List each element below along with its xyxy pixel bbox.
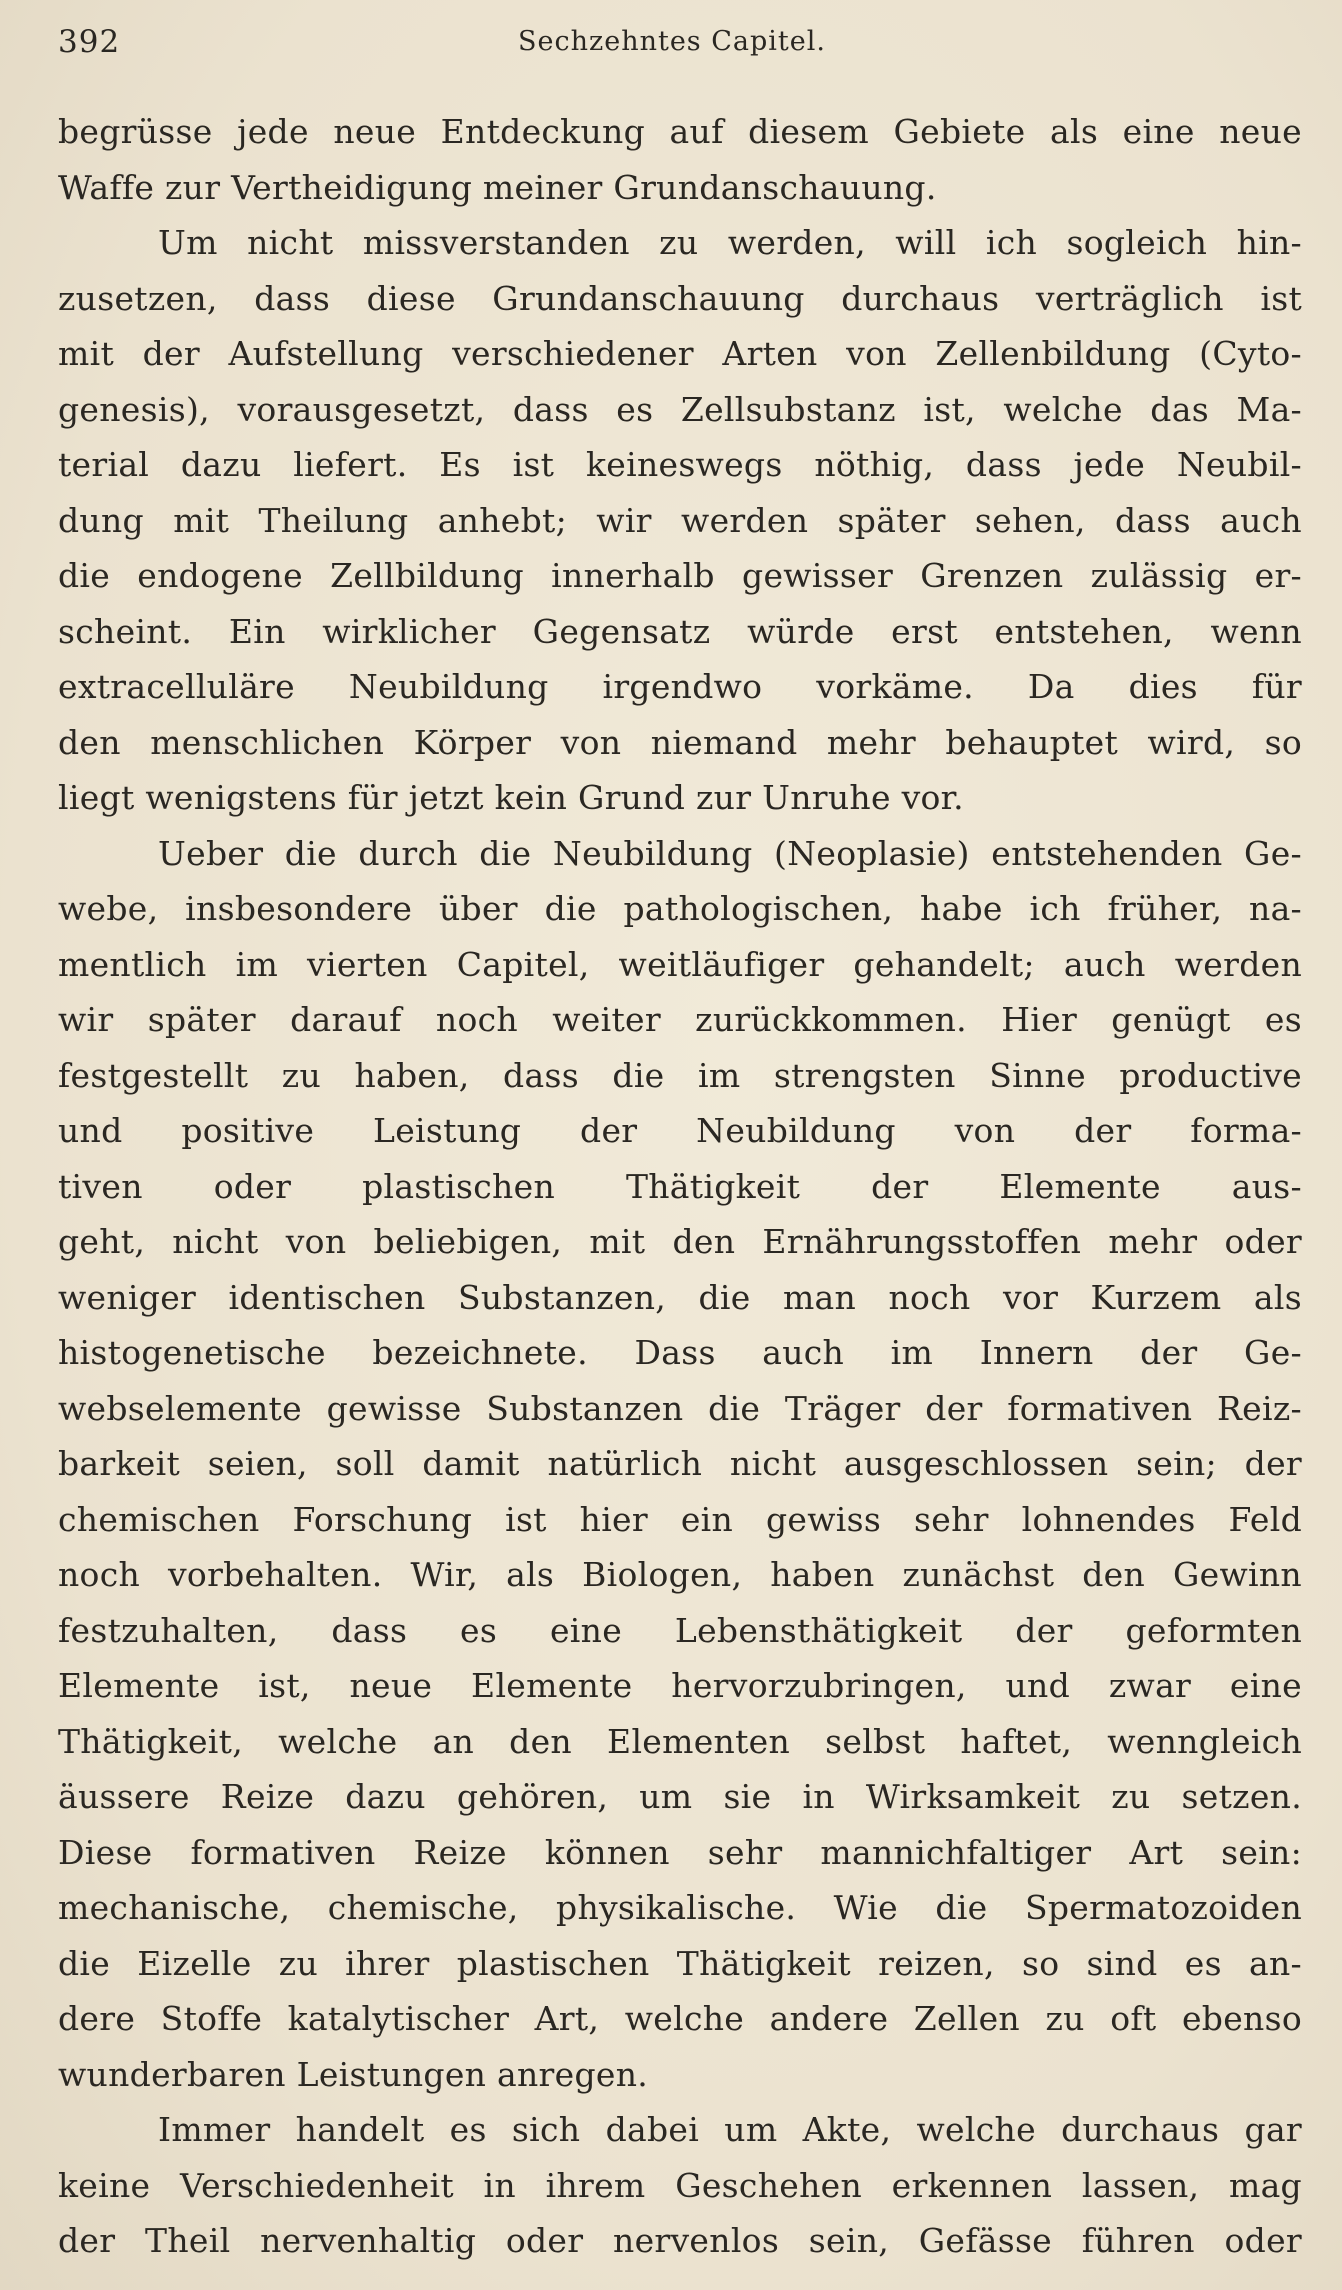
text-line: Thätigkeit, welche an den Elementen selbst haftet, wenngleich: [58, 1721, 1302, 1761]
text-line: Waffe zur Vertheidigung meiner Grundanschauung.: [58, 167, 937, 207]
text-line: geht, nicht von beliebigen, mit den Ernährungsstoffen mehr oder: [58, 1222, 1302, 1261]
text-line: mit der Aufstellung verschiedener Arten von Zellenbildung (Cyto-: [58, 334, 1302, 373]
text-line: Diese formativen Reize können sehr mannichfaltiger Art sein:: [58, 1832, 1302, 1872]
text-line: Um nicht missverstanden zu werden, will ich sogleich hin-: [158, 223, 1302, 262]
text-line: keine Verschiedenheit in ihrem Geschehen erkennen lassen, mag: [58, 2165, 1302, 2205]
text-line: terial dazu liefert. Es ist keineswegs nöthig, dass jede Neubil-: [58, 445, 1302, 484]
text-line: genesis), vorausgesetzt, dass es Zellsubstanz ist, welche das Ma-: [58, 389, 1302, 429]
text-line: Immer handelt es sich dabei um Akte, welche durchaus gar: [158, 2110, 1302, 2149]
text-line: dung mit Theilung anhebt; wir werden später sehen, dass auch: [58, 500, 1302, 540]
text-line: begrüsse jede neue Entdeckung auf diesem Gebiete als eine neue: [58, 112, 1302, 151]
text-line: weniger identischen Substanzen, die man noch vor Kurzem als: [58, 1277, 1302, 1317]
text-line: zusetzen, dass diese Grundanschauung durchaus verträglich ist: [58, 278, 1302, 318]
text-line: festgestellt zu haben, dass die im strengsten Sinne productive: [58, 1055, 1302, 1095]
text-line: webselemente gewisse Substanzen die Träger der formativen Reiz-: [58, 1388, 1302, 1428]
text-line: chemischen Forschung ist hier ein gewiss sehr lohnendes Feld: [58, 1499, 1302, 1539]
text-line: noch vorbehalten. Wir, als Biologen, haben zunächst den Gewinn: [58, 1555, 1302, 1594]
text-line: wir später darauf noch weiter zurückkommen. Hier genügt es: [58, 1000, 1302, 1039]
text-line: der Theil nervenhaltig oder nervenlos sein, Gefässe führen oder: [58, 2221, 1302, 2260]
text-line: tiven oder plastischen Thätigkeit der Elemente aus-: [58, 1166, 1302, 1206]
body-text: [58, 104, 1302, 2269]
text-line: dere Stoffe katalytischer Art, welche andere Zellen zu oft ebenso: [58, 1999, 1302, 2038]
text-line: die Eizelle zu ihrer plastischen Thätigkeit reizen, so sind es an-: [58, 1943, 1302, 1983]
text-line: die endogene Zellbildung innerhalb gewisser Grenzen zulässig er-: [58, 556, 1302, 595]
text-line: Elemente ist, neue Elemente hervorzubringen, und zwar eine: [58, 1666, 1302, 1705]
page-header: [58, 24, 1302, 64]
text-line: barkeit seien, soll damit natürlich nicht ausgeschlossen sein; der: [58, 1444, 1302, 1483]
text-line: webe, insbesondere über die pathologischen, habe ich früher, na-: [58, 889, 1302, 928]
text-line: und positive Leistung der Neubildung von der forma-: [58, 1111, 1302, 1150]
text-line: liegt wenigstens für jetzt kein Grund zur Unruhe vor.: [58, 778, 964, 817]
text-line: festzuhalten, dass es eine Lebensthätigkeit der geformten: [58, 1610, 1302, 1650]
text-line: mentlich im vierten Capitel, weitläufiger gehandelt; auch werden: [58, 944, 1302, 984]
running-head: Sechzehntes Capitel.: [518, 26, 826, 57]
text-line: äussere Reize dazu gehören, um sie in Wirksamkeit zu setzen.: [58, 1777, 1302, 1816]
text-line: histogenetische bezeichnete. Dass auch im Innern der Ge-: [58, 1333, 1302, 1372]
text-line: den menschlichen Körper von niemand mehr behauptet wird, so: [58, 722, 1302, 762]
text-line: wunderbaren Leistungen anregen.: [58, 2054, 649, 2094]
text-line: Ueber die durch die Neubildung (Neoplasie) entstehenden Ge-: [158, 833, 1302, 873]
text-line: mechanische, chemische, physikalische. Wie die Spermatozoiden: [58, 1888, 1302, 1927]
page-number: 392: [58, 24, 121, 60]
text-line: extracelluläre Neubildung irgendwo vorkäme. Da dies für: [58, 667, 1302, 706]
text-line: scheint. Ein wirklicher Gegensatz würde erst entstehen, wenn: [58, 611, 1302, 651]
